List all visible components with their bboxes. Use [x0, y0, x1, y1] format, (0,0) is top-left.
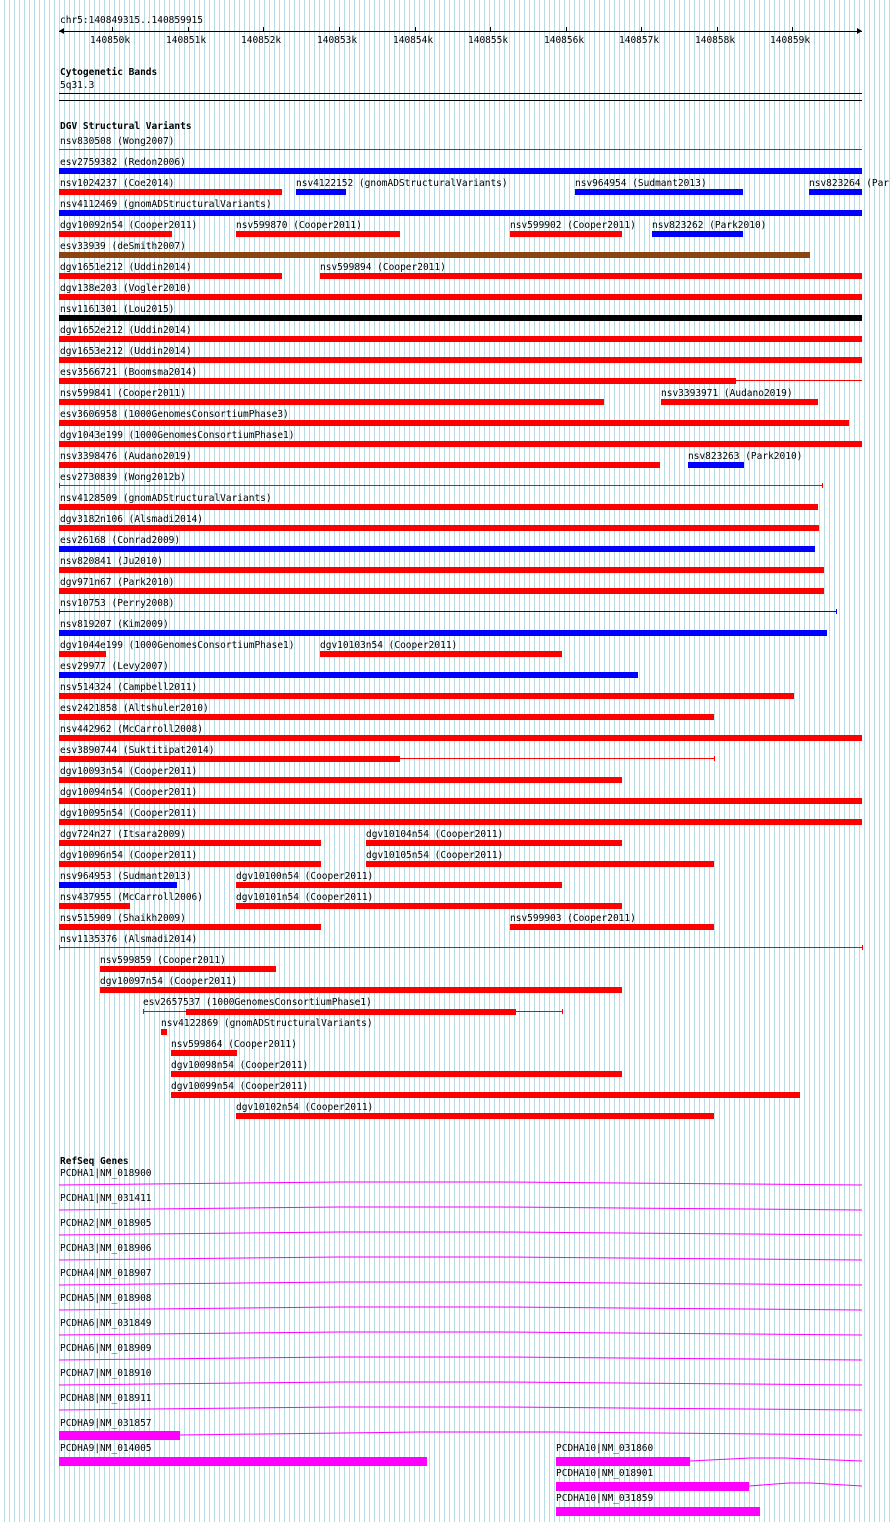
ruler-tick-label: 140853k — [317, 35, 358, 46]
dgv-variant-label[interactable]: nsv830508 (Wong2007) — [60, 136, 175, 147]
ruler-tick-label: 140858k — [695, 35, 736, 46]
dgv-variant-label[interactable]: nsv4128509 (gnomADStructuralVariants) — [60, 493, 272, 504]
dgv-variant-label[interactable]: nsv1161301 (Lou2015) — [60, 304, 175, 315]
dgv-variant-label[interactable]: esv3606958 (1000GenomesConsortiumPhase3) — [60, 409, 289, 420]
cytoband-label: 5q31.3 — [60, 80, 95, 91]
dgv-variant-label[interactable]: nsv599859 (Cooper2011) — [100, 955, 226, 966]
dgv-variant-label[interactable]: nsv4122869 (gnomADStructuralVariants) — [161, 1018, 373, 1029]
dgv-variant-label[interactable]: dgv10094n54 (Cooper2011) — [60, 787, 198, 798]
dgv-variant-label[interactable]: nsv599903 (Cooper2011) — [510, 913, 636, 924]
refseq-gene-label[interactable]: PCDHA9|NM_014005 — [60, 1443, 152, 1454]
dgv-variant-label[interactable]: dgv1651e212 (Uddin2014) — [60, 262, 192, 273]
dgv-variant-label[interactable]: nsv599864 (Cooper2011) — [171, 1039, 297, 1050]
dgv-variant-label[interactable]: nsv442962 (McCarroll2008) — [60, 724, 203, 735]
refseq-gene-label[interactable]: PCDHA1|NM_031411 — [60, 1193, 152, 1204]
ruler-tick-label: 140851k — [166, 35, 207, 46]
refseq-gene-label[interactable]: PCDHA10|NM_031860 — [556, 1443, 654, 1454]
dgv-variant-label[interactable]: dgv10102n54 (Cooper2011) — [236, 1102, 374, 1113]
dgv-variant-label[interactable]: dgv10096n54 (Cooper2011) — [60, 850, 198, 861]
dgv-variant-label[interactable]: nsv437955 (McCarroll2006) — [60, 892, 203, 903]
dgv-variant-label[interactable]: nsv1135376 (Alsmadi2014) — [60, 934, 198, 945]
dgv-variant-label[interactable]: esv29977 (Levy2007) — [60, 661, 169, 672]
refseq-intron-line[interactable] — [59, 1232, 862, 1235]
refseq-gene-label[interactable]: PCDHA7|NM_018910 — [60, 1368, 152, 1379]
dgv-variant-label[interactable]: dgv10105n54 (Cooper2011) — [366, 850, 504, 861]
refseq-gene-label[interactable]: PCDHA10|NM_018901 — [556, 1468, 654, 1479]
dgv-variant-label[interactable]: dgv1043e199 (1000GenomesConsortiumPhase1) — [60, 430, 295, 441]
dgv-variant-label[interactable]: nsv1024237 (Coe2014) — [60, 178, 175, 189]
dgv-variant-label[interactable]: nsv4122152 (gnomADStructuralVariants) — [296, 178, 508, 189]
dgv-variant-label[interactable]: nsv514324 (Campbell2011) — [60, 682, 198, 693]
refseq-intron-line[interactable] — [59, 1382, 862, 1385]
refseq-gene-label[interactable]: PCDHA1|NM_018900 — [60, 1168, 152, 1179]
refseq-gene-label[interactable]: PCDHA6|NM_031849 — [60, 1318, 152, 1329]
ruler-tick-label: 140850k — [90, 35, 131, 46]
ruler-tick-label: 140852k — [241, 35, 282, 46]
ruler-tick-label: 140854k — [393, 35, 434, 46]
dgv-variant-label[interactable]: dgv971n67 (Park2010) — [60, 577, 175, 588]
dgv-variant-label[interactable]: dgv10092n54 (Cooper2011) — [60, 220, 198, 231]
dgv-variant-label[interactable]: nsv599870 (Cooper2011) — [236, 220, 362, 231]
dgv-variant-label[interactable]: esv3566721 (Boomsma2014) — [60, 367, 198, 378]
dgv-variant-label[interactable]: esv2730839 (Wong2012b) — [60, 472, 186, 483]
dgv-variant-label[interactable]: dgv10103n54 (Cooper2011) — [320, 640, 458, 651]
dgv-variant-label[interactable]: nsv10753 (Perry2008) — [60, 598, 175, 609]
ruler-tick-label: 140856k — [544, 35, 585, 46]
dgv-variant-label[interactable]: dgv724n27 (Itsara2009) — [60, 829, 186, 840]
locus-coordinates: chr5:140849315..140859915 — [60, 15, 203, 26]
dgv-variant-label[interactable]: dgv138e203 (Vogler2010) — [60, 283, 192, 294]
dgv-variant-label[interactable]: esv2759382 (Redon2006) — [60, 157, 186, 168]
dgv-variant-label[interactable]: dgv3182n106 (Alsmadi2014) — [60, 514, 203, 525]
dgv-variant-label[interactable]: dgv1044e199 (1000GenomesConsortiumPhase1) — [60, 640, 295, 651]
dgv-variant-label[interactable]: esv2657537 (1000GenomesConsortiumPhase1) — [143, 997, 372, 1008]
refseq-gene-label[interactable]: PCDHA4|NM_018907 — [60, 1268, 152, 1279]
dgv-variant-label[interactable]: nsv964953 (Sudmant2013) — [60, 871, 192, 882]
dgv-variant-label[interactable]: nsv820841 (Ju2010) — [60, 556, 163, 567]
refseq-intron-line[interactable] — [749, 1483, 862, 1486]
refseq-gene-label[interactable]: PCDHA5|NM_018908 — [60, 1293, 152, 1304]
cytoband-track-title[interactable]: Cytogenetic Bands — [60, 67, 158, 78]
dgv-variant-label[interactable]: nsv515909 (Shaikh2009) — [60, 913, 186, 924]
refseq-gene-label[interactable]: PCDHA3|NM_018906 — [60, 1243, 152, 1254]
refseq-intron-line[interactable] — [59, 1182, 862, 1185]
dgv-variant-label[interactable]: dgv10098n54 (Cooper2011) — [171, 1060, 309, 1071]
refseq-track-title[interactable]: RefSeq Genes — [60, 1156, 129, 1167]
refseq-intron-line[interactable] — [59, 1332, 862, 1335]
dgv-variant-label[interactable]: dgv10104n54 (Cooper2011) — [366, 829, 504, 840]
dgv-variant-label[interactable]: nsv3398476 (Audano2019) — [60, 451, 192, 462]
dgv-variant-label[interactable]: dgv1652e212 (Uddin2014) — [60, 325, 192, 336]
refseq-intron-line[interactable] — [59, 1357, 862, 1360]
dgv-variant-label[interactable]: nsv599902 (Cooper2011) — [510, 220, 636, 231]
refseq-intron-line[interactable] — [59, 1307, 862, 1310]
refseq-gene-label[interactable]: PCDHA10|NM_031859 — [556, 1493, 654, 1504]
dgv-variant-label[interactable]: nsv823262 (Park2010) — [652, 220, 767, 231]
refseq-gene-label[interactable]: PCDHA6|NM_018909 — [60, 1343, 152, 1354]
refseq-gene-label[interactable]: PCDHA8|NM_018911 — [60, 1393, 152, 1404]
dgv-variant-label[interactable]: esv33939 (deSmith2007) — [60, 241, 186, 252]
dgv-variant-label[interactable]: nsv599894 (Cooper2011) — [320, 262, 446, 273]
dgv-variant-label[interactable]: nsv3393971 (Audano2019) — [661, 388, 793, 399]
refseq-intron-line[interactable] — [59, 1282, 862, 1285]
ruler-tick-label: 140857k — [619, 35, 660, 46]
dgv-variant-label[interactable]: nsv819207 (Kim2009) — [60, 619, 169, 630]
dgv-variant-label[interactable]: nsv964954 (Sudmant2013) — [575, 178, 707, 189]
ruler-tick-label: 140859k — [770, 35, 811, 46]
dgv-track-title[interactable]: DGV Structural Variants — [60, 121, 192, 132]
refseq-gene-label[interactable]: PCDHA2|NM_018905 — [60, 1218, 152, 1229]
dgv-variant-label[interactable]: dgv10095n54 (Cooper2011) — [60, 808, 198, 819]
dgv-variant-label[interactable]: dgv10100n54 (Cooper2011) — [236, 871, 374, 882]
refseq-intron-line[interactable] — [59, 1207, 862, 1210]
dgv-variant-label[interactable]: dgv10099n54 (Cooper2011) — [171, 1081, 309, 1092]
dgv-variant-label[interactable]: dgv10097n54 (Cooper2011) — [100, 976, 238, 987]
dgv-variant-label[interactable]: dgv1653e212 (Uddin2014) — [60, 346, 192, 357]
dgv-variant-label[interactable]: nsv599841 (Cooper2011) — [60, 388, 186, 399]
dgv-variant-label[interactable]: esv2421858 (Altshuler2010) — [60, 703, 209, 714]
refseq-intron-line[interactable] — [690, 1458, 862, 1461]
refseq-intron-line[interactable] — [59, 1257, 862, 1260]
dgv-variant-label[interactable]: esv3890744 (Suktitipat2014) — [60, 745, 215, 756]
refseq-intron-line[interactable] — [59, 1407, 862, 1410]
dgv-variant-label[interactable]: dgv10093n54 (Cooper2011) — [60, 766, 198, 777]
dgv-variant-label[interactable]: nsv4112469 (gnomADStructuralVariants) — [60, 199, 272, 210]
refseq-gene-label[interactable]: PCDHA9|NM_031857 — [60, 1418, 152, 1429]
dgv-variant-label[interactable]: esv26168 (Conrad2009) — [60, 535, 181, 546]
ruler-tick-label: 140855k — [468, 35, 509, 46]
refseq-intron-line[interactable] — [180, 1432, 862, 1435]
dgv-variant-label[interactable]: nsv823264 (Par — [809, 178, 890, 189]
dgv-variant-label[interactable]: dgv10101n54 (Cooper2011) — [236, 892, 374, 903]
dgv-variant-label[interactable]: nsv823263 (Park2010) — [688, 451, 803, 462]
